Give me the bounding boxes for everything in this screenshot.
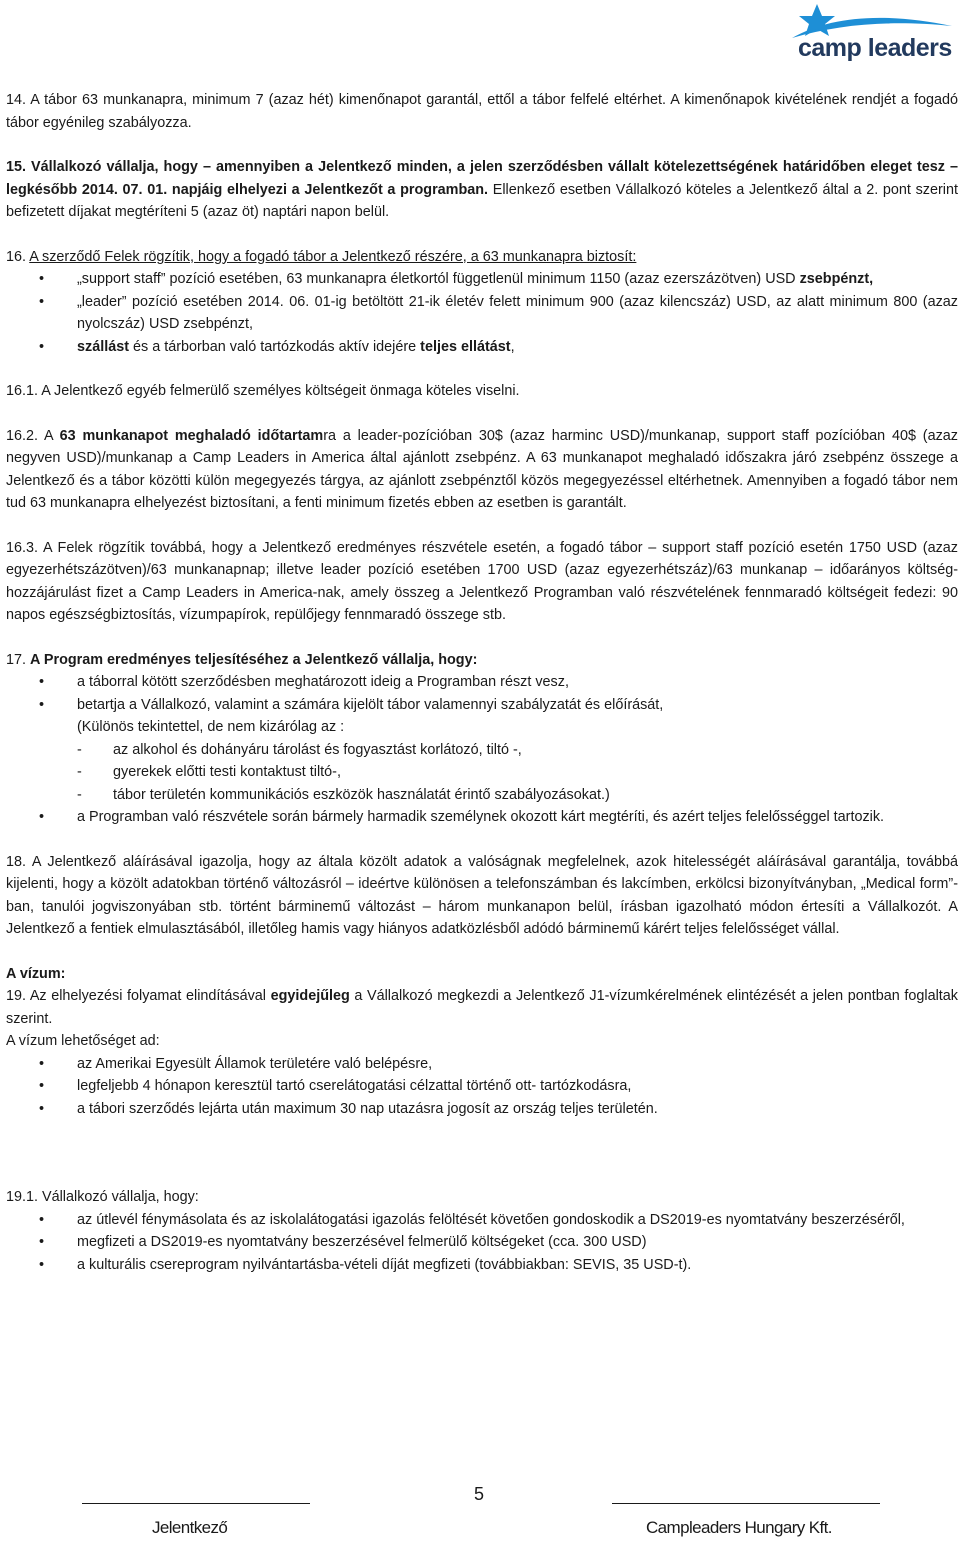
signature-label-right: Campleaders Hungary Kft. (646, 1518, 832, 1537)
paragraph-16 (6, 246, 958, 269)
paragraph-16-heading: A szerződő Felek rögzítik, hogy a fogadó tábor a Jelentkező részére, a 63 munkanapra biztosít: (29, 248, 637, 265)
paragraph-18: 18. A Jelentkező aláírásával igazolja, hogy az általa közölt adatok a valóságnak megfelelnek, azok hitelességét aláírásával garantálja, továbbá kijelenti, hogy a közölt adatokban történő változásról – ideértve különösen a telefonszámban és lakcímben, erkölcsi bizonyítványban, „Medical form”-ban, tanulói jogviszonyában stb. történt bárminemű változást – három munkanapon belül, írásban igazolható módon értesíti a Vállalkozót. A Jelentkező a fentiek elmulasztásából, illetőleg hamis vagy hiányos adatközlésből adódó bárminemű kárért teljes felelősséget vállal. (6, 853, 958, 937)
dash-icon: - (77, 764, 82, 780)
list-item-text: tábor területén kommunikációs eszközök használatát érintő szabályozásokat.) (113, 786, 610, 803)
signature-line-left (82, 1503, 310, 1504)
list-item-text: megfizeti a DS2019-es nyomtatvány beszerzésével felmerülő költségeket (cca. 300 USD) (77, 1234, 647, 1250)
list-item-text: az alkohol és dohányáru tárolást és fogyasztást korlátozó, tiltó -, (113, 741, 522, 758)
paragraph-17 (6, 649, 958, 672)
list-item-text: a táborral kötött szerződésben meghatározott ideig a Programban részt vesz, (77, 674, 569, 690)
list-item-text: a Programban való részvétele során bármely harmadik személynek okozott kárt megtéríti, és azért teljes felelősséggel tartozik. (77, 809, 885, 825)
bullet-icon: • (39, 674, 45, 690)
paragraph-19 (6, 985, 958, 1030)
bullet-icon: • (39, 1234, 45, 1250)
bullet-icon: • (39, 1256, 45, 1273)
bullet-icon: • (39, 1100, 45, 1117)
paragraph-16-1: 16.1. A Jelentkező egyéb felmerülő személyes költségeit önmaga köteles viselni. (6, 383, 520, 399)
list-item-text: a kulturális csereprogram nyilvántartásba-vételi díját megfizeti (továbbiakban: SEVIS, 35 USD-t). (77, 1256, 692, 1273)
list-item (6, 694, 958, 717)
list-item-text: „support staff” pozíció esetében, 63 munkanapra életkortól függetlenül minimum 1150 (azaz ezerszázötven) USD (77, 271, 800, 287)
list-item (6, 784, 958, 807)
bullet-icon: • (39, 1211, 45, 1228)
logo-wordmark: camp leaders (798, 34, 952, 62)
list-note: (Különös tekintettel, de nem kizárólag az : (77, 719, 345, 735)
bullet-icon: • (39, 696, 45, 713)
paragraph-19-bold: egyidejűleg (270, 988, 350, 1004)
camp-leaders-logo (790, 2, 955, 64)
bullet-icon: • (39, 338, 45, 355)
list-item-bold: szállást (77, 338, 129, 355)
paragraph-15-bold: 15. Vállalkozó vállalja, hogy – amennyiben a Jelentkező minden, a jelen szerződésben vállalt kötelezettségének határidőben eleget tesz – legkésőbb 2014. 07. 01. napjáig elhelyezi a Jelentkezőt a programban. (6, 159, 958, 198)
bullet-icon: • (39, 1078, 45, 1094)
paragraph-16-2-rest: ra a leader-pozícióban 30$ (azaz harminc USD)/munkanap, support staff pozícióban 40$ (azaz negyven USD)/munkanap a Camp Leaders in America által ajánlott zsebpénz. A 63 munkanapot meghaladó időszakra járó zsebpénz összege a Jelentkező és a tábor közötti külön megegyezés tárgya, az ajánlott zsebpénztől közös megegyezéssel eltérhetnek. Amennyiben a fogadó tábor nem tud 63 munkanapra elhelyezést biztosítani, a fenti minimum fizetés ebben az esetben is garantált. (6, 427, 958, 511)
list-item-text: , (510, 338, 515, 355)
list-item (6, 1254, 958, 1277)
list-item (6, 671, 958, 694)
list-item-text: a tábori szerződés lejárta után maximum 30 nap utazásra jogosít az ország teljes területén. (77, 1100, 658, 1117)
list-item-text: az Amerikai Egyesült Államok területére való belépésre, (77, 1055, 433, 1072)
list-item-bold: teljes ellátást (420, 338, 511, 355)
paragraph-14: 14. A tábor 63 munkanapra, minimum 7 (azaz hét) kimenőnapot garantál, ettől a tábor felfelé eltérhet. A kimenőnapok kivételének rendjét a fogadó tábor egyénileg szabályozza. (6, 92, 958, 131)
list-item-text: az útlevél fénymásolata és az iskolalátogatási igazolás felöltését követően gondoskodik a DS2019-es nyomtatvány beszerzéséről, (77, 1211, 905, 1228)
signature-line-right (612, 1503, 880, 1504)
paragraph-16-number: 16. (6, 248, 30, 265)
paragraph-19-1: 19.1. Vállalkozó vállalja, hogy: (6, 1189, 199, 1205)
list-item (6, 1209, 958, 1232)
page-number: 5 (474, 1484, 485, 1504)
bullet-icon: • (39, 809, 45, 825)
paragraph-17-number: 17. (6, 651, 31, 668)
paragraph-17-heading: A Program eredményes teljesítéséhez a Jelentkező vállalja, hogy: (30, 651, 478, 668)
paragraph-19-rest: a Vállalkozó megkezdi a Jelentkező J1-vízumkérelmének elintézését a jelen pontban foglaltak szerint. (6, 988, 958, 1027)
list-item (6, 336, 958, 359)
list-item-text: és a tárborban való tartózkodás aktív idejére (129, 338, 421, 355)
paragraph-16-3: 16.3. A Felek rögzítik továbbá, hogy a Jelentkező eredményes részvétele esetén, a fogadó tábor – support staff pozíció esetén 1750 USD (azaz egyezerhétszázötven)/63 munkanapnap; illetve leader pozíció esetében 1700 USD (azaz egyezerhétszáz)/63 munkanap – időarányos költség-hozzájárulást fizet a Camp Leaders in America-nak, amely összeg a Jelentkező Programban való részvételének fennmaradó költségeit fedezi: 90 napos egészségbiztosítás, vízumpapírok, repülőjegy fennmaradó összege stb. (6, 539, 958, 623)
paragraph-19-start: 19. Az elhelyezési folyamat elindításával (6, 988, 271, 1004)
bullet-icon: • (39, 271, 45, 287)
paragraph-15 (6, 156, 958, 224)
list-item (6, 1053, 958, 1076)
paragraph-16-2 (6, 425, 958, 515)
visa-heading: A vízum: (6, 965, 66, 982)
list-item (6, 1075, 958, 1098)
list-item-bold: zsebpénzt, (799, 271, 874, 287)
dash-icon: - (77, 741, 82, 758)
list-item (6, 1231, 958, 1254)
list-item-text: betartja a Vállalkozó, valamint a számára kijelölt tábor valamennyi szabályzatát és előírását, (77, 696, 664, 713)
list-item (6, 806, 958, 829)
document-body (6, 89, 958, 1276)
signature-label-left: Jelentkező (152, 1518, 228, 1537)
paragraph-15-rest: Ellenkező esetben Vállalkozó köteles a Jelentkező által a 2. pont szerint befizetett díjakat megtéríteni 5 (azaz öt) naptári napon belül. (6, 181, 958, 220)
list-item (6, 761, 958, 784)
bullet-icon: • (39, 293, 45, 310)
list-item (6, 739, 958, 762)
list-item-text: gyerekek előtti testi kontaktust tiltó-, (113, 764, 341, 780)
paragraph-16-2-start: 16.2. A (6, 427, 60, 444)
list-item (6, 1098, 958, 1121)
dash-icon: - (77, 786, 82, 803)
list-item-text: „leader” pozíció esetében 2014. 06. 01-ig betöltött 21-ik életév felett minimum 900 (azaz kilencszáz) USD, az alatt minimum 800 (azaz nyolcszáz) USD zsebpénzt, (77, 293, 958, 332)
paragraph-16-2-bold: 63 munkanapot meghaladó időtartam (59, 427, 324, 444)
list-item-text: legfeljebb 4 hónapon keresztül tartó cserelátogatási célzattal történő ott- tartózkodásra, (77, 1078, 632, 1094)
list-item (6, 291, 958, 336)
list-item (6, 268, 958, 291)
visa-intro: A vízum lehetőséget ad: (6, 1033, 160, 1049)
bullet-icon: • (39, 1055, 45, 1072)
